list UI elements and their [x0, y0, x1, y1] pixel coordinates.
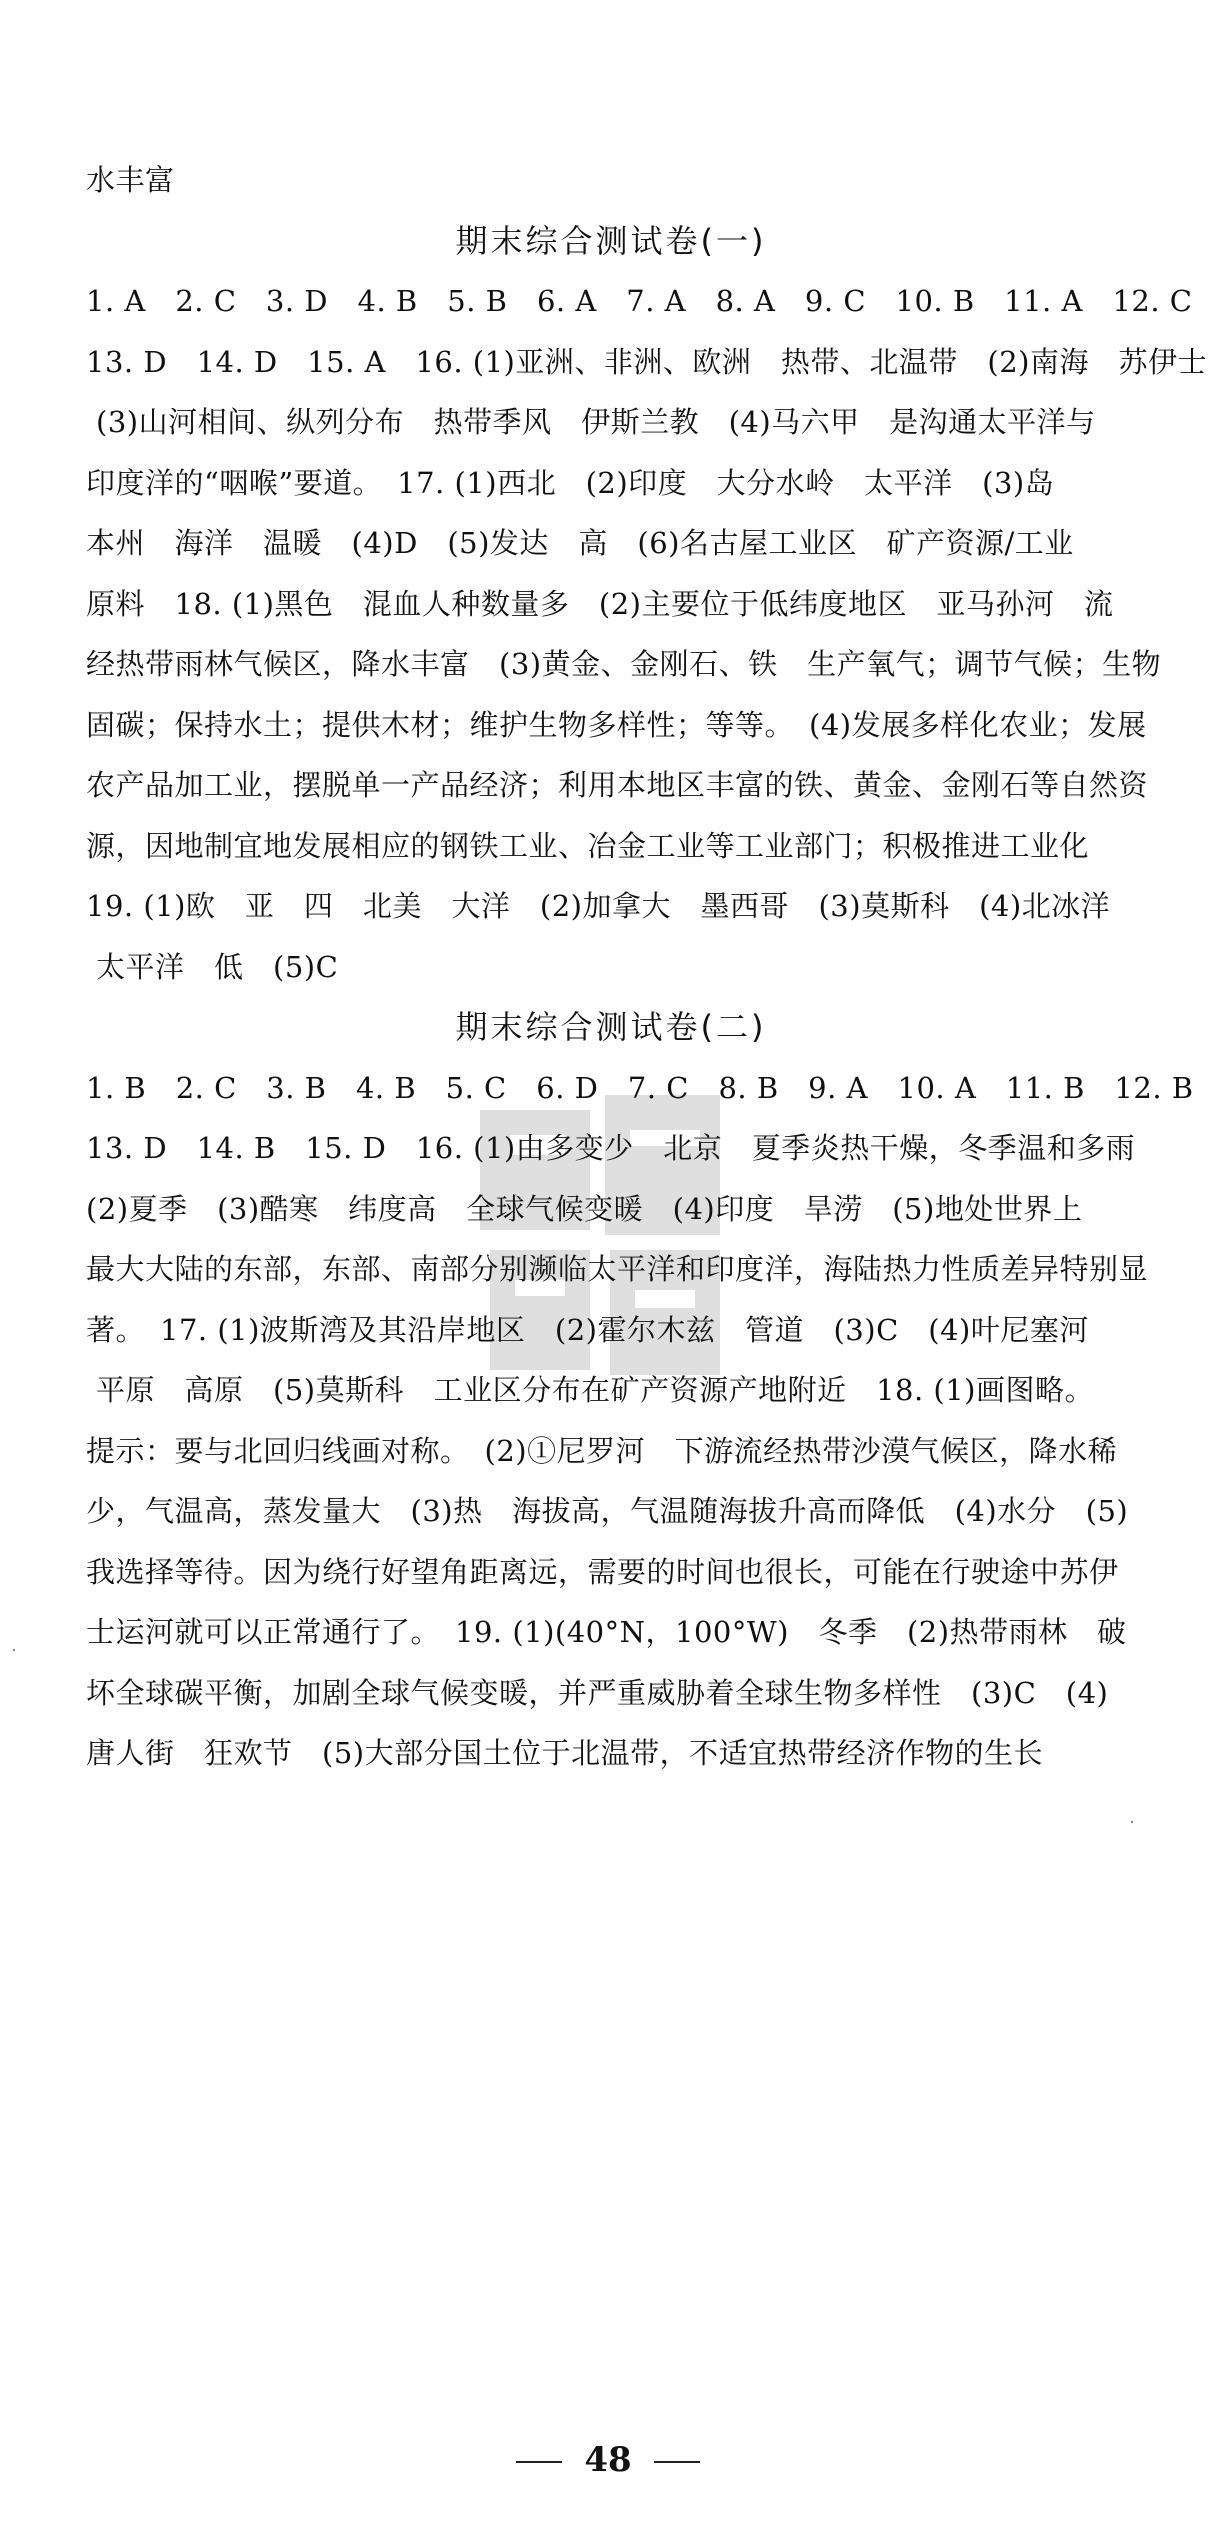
text-line: 坏全球碳平衡，加剧全球气候变暖，并严重威胁着全球生物多样性 (3)C (4) [86, 1675, 1109, 1710]
dash-right [654, 2461, 700, 2463]
text-line: 著。 17. (1)波斯湾及其沿岸地区 (2)霍尔木兹 管道 (3)C (4)叶尼塞河 [86, 1312, 1089, 1347]
text-line: 士运河就可以正常通行了。 19. (1)(40°N，100°W) 冬季 (2)热带雨林 破 [86, 1615, 1127, 1649]
text-line: 1. B 2. C 3. B 4. B 5. C 6. D 7. C 8. B 9. A 10. A 11. B 12. B [86, 1070, 1194, 1105]
page-number [0, 2440, 1216, 2480]
text-line: 平原 高原 (5)莫斯科 工业区分布在矿产资源产地附近 18. (1)画图略。 [96, 1373, 1094, 1407]
text-line: 最大大陆的东部，东部、南部分别濒临太平洋和印度洋，海陆热力性质差异特别显 [86, 1252, 1149, 1286]
text-line: 本州 海洋 温暖 (4)D (5)发达 高 (6)名古屋工业区 矿产资源/工业 [86, 526, 1074, 560]
answer-text-block [86, 150, 1207, 1784]
text-line: 太平洋 低 (5)C [96, 949, 339, 984]
text-line: 13. D 14. D 15. A 16. (1)亚洲、非洲、欧洲 热带、北温带 (2)南海 苏伊士 [86, 344, 1207, 379]
text-line: 提示：要与北回归线画对称。 (2)①尼罗河 下游流经热带沙漠气候区，降水稀 [86, 1433, 1118, 1468]
page-number-text: 48 [584, 2440, 632, 2480]
text-line: 1. A 2. C 3. D 4. B 5. B 6. A 7. A 8. A 9. C 10. B 11. A 12. C [86, 284, 1193, 318]
text-line-top: 水丰富 [86, 163, 175, 197]
text-line: 19. (1)欧 亚 四 北美 大洋 (2)加拿大 墨西哥 (3)莫斯科 (4)北冰洋 [86, 889, 1111, 923]
dash-left [516, 2461, 562, 2463]
text-line: 农产品加工业，摆脱单一产品经济；利用本地区丰富的铁、黄金、金刚石等自然资 [86, 768, 1149, 802]
text-line: 经热带雨林气候区，降水丰富 (3)黄金、金刚石、铁 生产氧气；调节气候；生物 [86, 647, 1162, 681]
text-line: 唐人街 狂欢节 (5)大部分国土位于北温带，不适宜热带经济作物的生长 [86, 1736, 1044, 1770]
text-line: 原料 18. (1)黑色 混血人种数量多 (2)主要位于低纬度地区 亚马孙河 流 [86, 586, 1114, 621]
text-line: (3)山河相间、纵列分布 热带季风 伊斯兰教 (4)马六甲 是沟通太平洋与 [96, 405, 1096, 439]
text-line: 13. D 14. B 15. D 16. (1)由多变少 北京 夏季炎热干燥，冬季温和多雨 [86, 1131, 1136, 1165]
text-line: 我选择等待。因为绕行好望角距离远，需要的时间也很长，可能在行驶途中苏伊 [86, 1554, 1119, 1589]
text-line: (2)夏季 (3)酷寒 纬度高 全球气候变暖 (4)印度 旱涝 (5)地处世界上 [86, 1191, 1083, 1226]
text-line: 源，因地制宜地发展相应的钢铁工业、冶金工业等工业部门；积极推进工业化 [86, 828, 1090, 863]
section-title-2: 期末综合测试卷(二) [455, 1008, 767, 1046]
section-title-1: 期末综合测试卷(一) [455, 221, 767, 260]
text-line: 少，气温高，蒸发量大 (3)热 海拔高，气温随海拔升高而降低 (4)水分 (5) [86, 1494, 1129, 1528]
text-line: 固碳；保持水土；提供木材；维护生物多样性；等等。 (4)发展多样化农业；发展 [86, 707, 1147, 742]
text-line: 印度洋的“咽喉”要道。 17. (1)西北 (2)印度 大分水岭 太平洋 (3)岛 [86, 465, 1055, 500]
